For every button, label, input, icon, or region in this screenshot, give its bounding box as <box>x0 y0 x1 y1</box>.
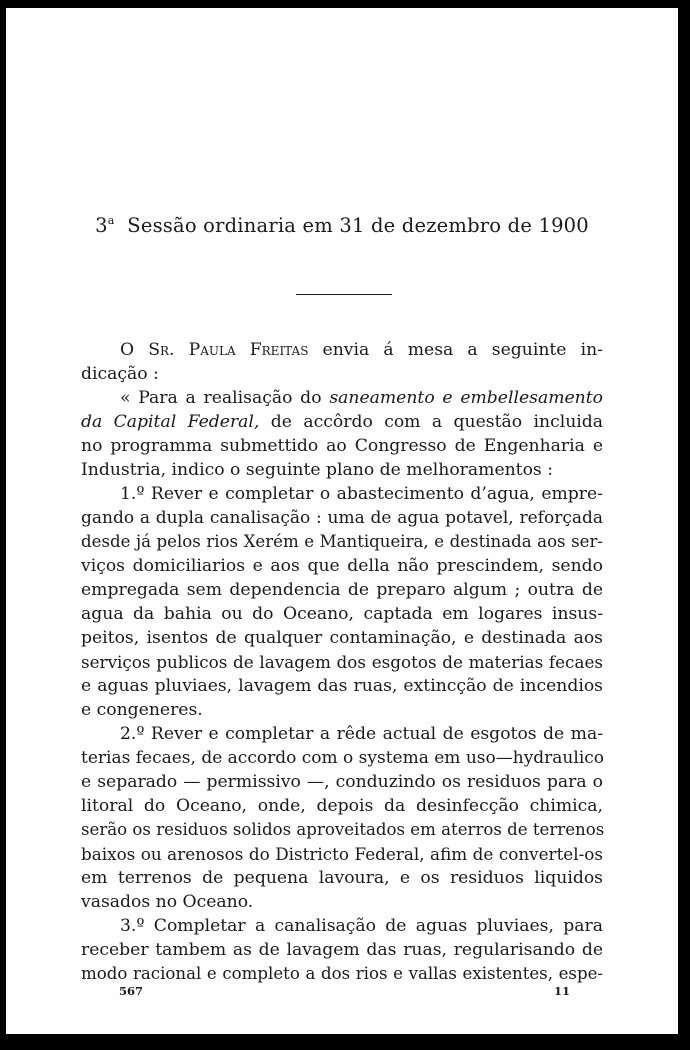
quote-line-4: Industria, indico o seguinte plano de melhoramentos : <box>81 460 554 480</box>
speaker-title: Sr. <box>148 340 175 360</box>
quote-italic-subject: saneamento e embellesamento <box>329 388 604 408</box>
signature-mark: 11 <box>554 984 571 998</box>
heading-text: Sessão ordinaria em 31 de dezembro de 1900 <box>127 214 589 237</box>
heading-ordinal-suffix: a <box>107 214 115 227</box>
heading-divider <box>296 294 392 295</box>
item2-line: em terrenos de pequena lavoura, e os residuos liquidos <box>81 868 603 888</box>
session-heading <box>6 214 678 237</box>
intro-line <box>120 338 603 362</box>
item2-line: terias fecaes, de accordo com o systema em uso—hydraulico <box>81 748 605 768</box>
item3-line: receber tambem as de lavagem das ruas, regularisando de <box>81 940 603 960</box>
item1-line: viços domiciliarios e aos que della não prescindem, sendo <box>81 556 603 576</box>
item2-line: vasados no Oceano. <box>81 892 254 912</box>
item1-line: e aguas pluviaes, lavagem das ruas, extincção de incendios <box>81 676 603 696</box>
speaker-name: Paula Freitas <box>188 340 309 360</box>
item1-line: serviços publicos de lavagem dos esgotos de materias fecaes <box>81 652 603 672</box>
quote-line-2 <box>81 410 603 434</box>
quote-line-1 <box>120 386 603 410</box>
item1-line: agua da bahia ou do Oceano, captada em logares insus- <box>81 604 603 624</box>
document-page <box>6 8 678 1034</box>
item1-line: desde já pelos rios Xerém e Mantiqueira, e destinada aos ser- <box>81 532 603 551</box>
item1-line: 1.º Rever e completar o abastecimento d’agua, empre- <box>120 484 603 504</box>
item2-line: litoral do Oceano, onde, depois da desinfecção chimica, <box>81 796 603 816</box>
item3-line: 3.º Completar a canalisação de aguas pluviaes, para <box>120 916 603 936</box>
intro-line-2: dicação : <box>81 364 159 384</box>
item2-line: e separado — permissivo —, conduzindo os residuos para o <box>81 772 603 792</box>
item3-line: modo racional e completo a dos rios e vallas existentes, espe- <box>81 964 603 983</box>
heading-ordinal-number: 3 <box>95 214 108 237</box>
item1-line: e congeneres. <box>81 700 203 720</box>
quote-opening: « Para a realisação do <box>120 388 322 408</box>
quote-italic-capital: da Capital Federal, <box>81 412 260 432</box>
quote-line-3: no programma submettido ao Congresso de Engenharia e <box>81 436 603 456</box>
intro-prefix: O <box>120 340 135 360</box>
item2-line: 2.º Rever e completar a rêde actual de esgotos de ma- <box>120 724 603 744</box>
page-number: 567 <box>119 984 144 998</box>
item2-line: baixos ou arenosos do Districto Federal, afim de convertel-os <box>81 844 603 864</box>
item1-line: peitos, isentos de qualquer contaminação, e destinada aos <box>81 628 603 648</box>
item1-line: gando a dupla canalisação : uma de agua potavel, reforçada <box>81 508 603 528</box>
quote-line-2-rest: de accôrdo com a questão incluida <box>270 412 604 432</box>
intro-rest: envia á mesa a seguinte in- <box>322 340 603 360</box>
item1-line: empregada sem dependencia de preparo algum ; outra de <box>81 580 603 600</box>
item2-line: serão os residuos solidos aproveitados em aterros de terrenos <box>81 820 605 839</box>
